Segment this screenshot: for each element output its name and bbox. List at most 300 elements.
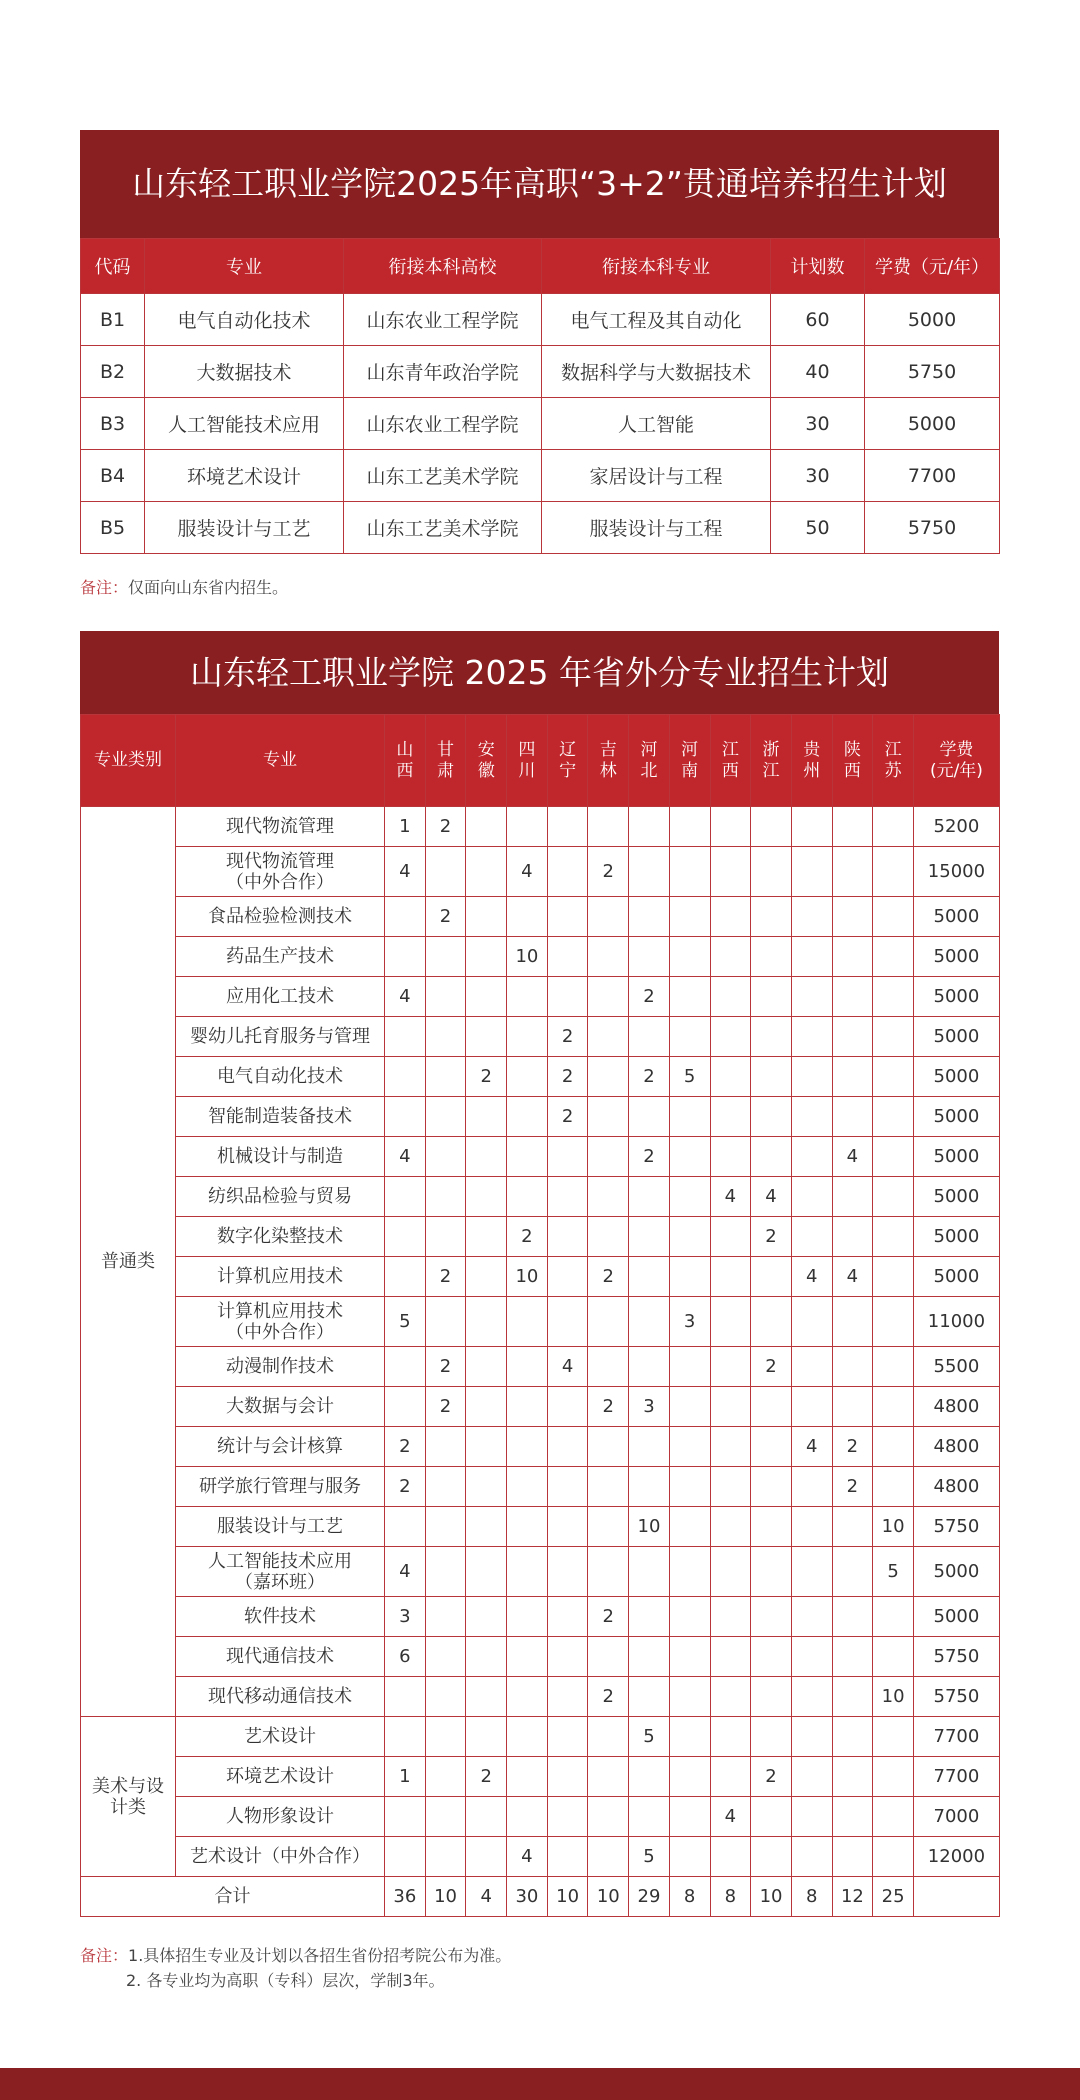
count-cell: [629, 1797, 670, 1837]
code-cell: B4: [81, 450, 145, 502]
fee-cell: 5000: [865, 294, 1000, 346]
count-cell: [547, 1137, 588, 1177]
count-cell: 2: [832, 1427, 873, 1467]
count-cell: 2: [425, 1347, 466, 1387]
count-cell: [629, 1257, 670, 1297]
table-row: [81, 1597, 1000, 1637]
count-cell: [385, 1717, 426, 1757]
count-cell: [425, 1297, 466, 1347]
count-cell: [507, 1757, 548, 1797]
count-cell: [832, 1717, 873, 1757]
count-cell: [710, 1297, 751, 1347]
count-cell: [832, 1677, 873, 1717]
count-cell: 4: [547, 1347, 588, 1387]
count-cell: 2: [629, 1137, 670, 1177]
plan-3plus2-table: [80, 238, 1000, 554]
count-cell: 2: [466, 1757, 507, 1797]
count-cell: [385, 937, 426, 977]
count-cell: [669, 1547, 710, 1597]
count-cell: [832, 1797, 873, 1837]
fee-cell: 15000: [913, 847, 999, 897]
total-cell: 25: [873, 1877, 914, 1917]
count-cell: [710, 937, 751, 977]
count-cell: [425, 1757, 466, 1797]
header-province: 山 西: [385, 715, 426, 807]
count-cell: [507, 897, 548, 937]
plan-3plus2-title: 山东轻工职业学院2025年高职“3+2”贯通培养招生计划: [80, 130, 999, 238]
count-cell: [873, 1427, 914, 1467]
count-cell: 2: [547, 1017, 588, 1057]
header-province: 江 西: [710, 715, 751, 807]
count-cell: [629, 1757, 670, 1797]
count-cell: [873, 1057, 914, 1097]
count-cell: [832, 1387, 873, 1427]
count-cell: [873, 1297, 914, 1347]
count-cell: [751, 1637, 792, 1677]
major-cell: 机械设计与制造: [176, 1137, 385, 1177]
count-cell: [832, 1597, 873, 1637]
count-cell: [751, 1597, 792, 1637]
count-cell: 4: [385, 1547, 426, 1597]
count-cell: [466, 1677, 507, 1717]
fee-cell: 4800: [913, 1467, 999, 1507]
count-cell: [385, 1097, 426, 1137]
count-cell: 2: [425, 1387, 466, 1427]
major-cell: 电气自动化技术: [176, 1057, 385, 1097]
count-cell: [385, 1177, 426, 1217]
table-row: [81, 1057, 1000, 1097]
count-cell: [466, 847, 507, 897]
count-cell: [710, 1547, 751, 1597]
major-cell: 统计与会计核算: [176, 1427, 385, 1467]
table-row: [81, 1467, 1000, 1507]
count-cell: [588, 1017, 629, 1057]
count-cell: [588, 1057, 629, 1097]
count-cell: [547, 1597, 588, 1637]
count-cell: [385, 1387, 426, 1427]
count-cell: [629, 1637, 670, 1677]
count-cell: [873, 1137, 914, 1177]
header-major: 专业: [176, 715, 385, 807]
count-cell: [466, 1837, 507, 1877]
count-cell: [832, 1057, 873, 1097]
count-cell: [832, 807, 873, 847]
header-major: 专业: [145, 239, 344, 294]
count-cell: [791, 977, 832, 1017]
count-cell: [710, 1507, 751, 1547]
major-cell: 艺术设计（中外合作）: [176, 1837, 385, 1877]
undergrad-major-cell: 数据科学与大数据技术: [542, 346, 771, 398]
count-cell: [547, 977, 588, 1017]
count-cell: [547, 1677, 588, 1717]
count-cell: [710, 1137, 751, 1177]
fee-cell: 5500: [913, 1347, 999, 1387]
header-province: 安 徽: [466, 715, 507, 807]
plan-count-cell: 30: [771, 398, 865, 450]
count-cell: [385, 1017, 426, 1057]
count-cell: [507, 1797, 548, 1837]
major-cell: 计算机应用技术: [176, 1257, 385, 1297]
table-row: [81, 1547, 1000, 1597]
count-cell: [629, 847, 670, 897]
count-cell: [425, 1427, 466, 1467]
count-cell: [669, 807, 710, 847]
table-row: [81, 1137, 1000, 1177]
major-cell: 软件技术: [176, 1597, 385, 1637]
table-row: [81, 1297, 1000, 1347]
count-cell: [507, 1057, 548, 1097]
total-cell: 8: [791, 1877, 832, 1917]
fee-cell: 5000: [913, 977, 999, 1017]
count-cell: [507, 1297, 548, 1347]
code-cell: B3: [81, 398, 145, 450]
table-row: [81, 977, 1000, 1017]
header-province: 浙 江: [751, 715, 792, 807]
count-cell: [791, 1797, 832, 1837]
count-cell: [466, 1717, 507, 1757]
note-label: 备注：: [80, 1946, 129, 1965]
count-cell: [507, 1017, 548, 1057]
count-cell: [873, 1347, 914, 1387]
university-cell: 山东工艺美术学院: [344, 502, 542, 554]
count-cell: [425, 1137, 466, 1177]
category-cell: 普通类: [81, 807, 176, 1717]
count-cell: [588, 897, 629, 937]
fee-cell: 5000: [913, 1137, 999, 1177]
count-cell: [547, 1217, 588, 1257]
table-row: [81, 502, 1000, 554]
count-cell: [873, 897, 914, 937]
fee-cell: 5750: [913, 1637, 999, 1677]
major-cell: 服装设计与工艺: [176, 1507, 385, 1547]
total-fee-cell: [913, 1877, 999, 1917]
count-cell: [710, 1757, 751, 1797]
count-cell: [588, 1177, 629, 1217]
fee-cell: 5000: [913, 1017, 999, 1057]
count-cell: [507, 1637, 548, 1677]
count-cell: [588, 1507, 629, 1547]
count-cell: [751, 1097, 792, 1137]
count-cell: [425, 1507, 466, 1547]
count-cell: [751, 807, 792, 847]
out-of-province-title: 山东轻工职业学院 2025 年省外分专业招生计划: [80, 631, 999, 714]
count-cell: [425, 1217, 466, 1257]
count-cell: [669, 1597, 710, 1637]
major-cell: 纺织品检验与贸易: [176, 1177, 385, 1217]
count-cell: [425, 1547, 466, 1597]
count-cell: [669, 1217, 710, 1257]
major-cell: 现代物流管理: [176, 807, 385, 847]
count-cell: [710, 1217, 751, 1257]
out-of-province-note: [80, 1943, 511, 1993]
fee-cell: 5750: [865, 502, 1000, 554]
count-cell: [507, 1387, 548, 1427]
count-cell: [507, 1467, 548, 1507]
count-cell: [466, 977, 507, 1017]
count-cell: [669, 1427, 710, 1467]
header-plan-count: 计划数: [771, 239, 865, 294]
count-cell: [751, 1797, 792, 1837]
count-cell: 2: [547, 1097, 588, 1137]
major-cell: 大数据技术: [145, 346, 344, 398]
count-cell: [466, 1347, 507, 1387]
count-cell: [791, 1467, 832, 1507]
count-cell: [791, 1507, 832, 1547]
category-line-1: 美术与设 计类: [92, 1775, 164, 1818]
count-cell: [669, 1757, 710, 1797]
count-cell: 4: [710, 1177, 751, 1217]
count-cell: [629, 897, 670, 937]
count-cell: [832, 897, 873, 937]
total-cell: 10: [751, 1877, 792, 1917]
fee-cell: 5000: [913, 1257, 999, 1297]
count-cell: [588, 1717, 629, 1757]
count-cell: [832, 1217, 873, 1257]
count-cell: [507, 1597, 548, 1637]
plan-count-cell: 30: [771, 450, 865, 502]
undergrad-major-cell: 服装设计与工程: [542, 502, 771, 554]
total-cell: 8: [710, 1877, 751, 1917]
category-cell: [81, 1717, 176, 1877]
count-cell: [547, 1507, 588, 1547]
count-cell: [507, 1547, 548, 1597]
table-row: [81, 1017, 1000, 1057]
count-cell: [466, 1597, 507, 1637]
count-cell: [466, 937, 507, 977]
header-province: 江 苏: [873, 715, 914, 807]
total-cell: 4: [466, 1877, 507, 1917]
count-cell: 5: [385, 1297, 426, 1347]
count-cell: [466, 1257, 507, 1297]
count-cell: [425, 1097, 466, 1137]
count-cell: [425, 1017, 466, 1057]
count-cell: [710, 1387, 751, 1427]
count-cell: [832, 847, 873, 897]
count-cell: [873, 807, 914, 847]
count-cell: [466, 1017, 507, 1057]
count-cell: [385, 1257, 426, 1297]
plan-count-cell: 60: [771, 294, 865, 346]
header-province: 辽 宁: [547, 715, 588, 807]
count-cell: [507, 1177, 548, 1217]
major-cell: 现代通信技术: [176, 1637, 385, 1677]
total-cell: 29: [629, 1877, 670, 1917]
count-cell: [710, 1057, 751, 1097]
count-cell: [547, 1757, 588, 1797]
count-cell: [751, 1427, 792, 1467]
count-cell: [751, 1677, 792, 1717]
count-cell: [751, 897, 792, 937]
count-cell: [832, 1757, 873, 1797]
count-cell: [629, 1597, 670, 1637]
major-cell: 研学旅行管理与服务: [176, 1467, 385, 1507]
fee-cell: 11000: [913, 1297, 999, 1347]
total-cell: 10: [547, 1877, 588, 1917]
count-cell: [507, 1507, 548, 1547]
total-row: [81, 1877, 1000, 1917]
major-cell: 艺术设计: [176, 1717, 385, 1757]
count-cell: [669, 1507, 710, 1547]
count-cell: 3: [669, 1297, 710, 1347]
fee-cell: 7700: [913, 1717, 999, 1757]
count-cell: [385, 1837, 426, 1877]
count-cell: 10: [507, 1257, 548, 1297]
fee-cell: 5000: [913, 1217, 999, 1257]
table-row: [81, 1387, 1000, 1427]
count-cell: [629, 1297, 670, 1347]
count-cell: 4: [385, 847, 426, 897]
count-cell: [425, 1467, 466, 1507]
fee-cell: 5000: [913, 1597, 999, 1637]
count-cell: [751, 1507, 792, 1547]
count-cell: 2: [588, 1597, 629, 1637]
count-cell: [791, 897, 832, 937]
count-cell: [385, 1797, 426, 1837]
total-cell: 36: [385, 1877, 426, 1917]
count-cell: [873, 1017, 914, 1057]
count-cell: 2: [425, 1257, 466, 1297]
header-province: 河 北: [629, 715, 670, 807]
count-cell: [466, 897, 507, 937]
major-cell: 服装设计与工艺: [145, 502, 344, 554]
count-cell: [466, 1637, 507, 1677]
total-cell: 8: [669, 1877, 710, 1917]
count-cell: [547, 807, 588, 847]
fee-cell: 4800: [913, 1387, 999, 1427]
fee-cell: 5750: [865, 346, 1000, 398]
count-cell: [588, 1097, 629, 1137]
count-cell: [507, 1347, 548, 1387]
count-cell: [466, 1507, 507, 1547]
count-cell: [751, 1297, 792, 1347]
code-cell: B5: [81, 502, 145, 554]
count-cell: [466, 1137, 507, 1177]
major-cell: 婴幼儿托育服务与管理: [176, 1017, 385, 1057]
fee-cell: 7000: [913, 1797, 999, 1837]
count-cell: 10: [507, 937, 548, 977]
count-cell: [425, 1177, 466, 1217]
table-row: [81, 807, 1000, 847]
fee-cell: 5000: [865, 398, 1000, 450]
count-cell: [791, 1717, 832, 1757]
count-cell: [791, 1297, 832, 1347]
table-header-row: [81, 715, 1000, 807]
count-cell: [791, 1547, 832, 1597]
count-cell: [791, 1177, 832, 1217]
header-university: 衔接本科高校: [344, 239, 542, 294]
count-cell: [547, 1257, 588, 1297]
count-cell: [588, 1757, 629, 1797]
count-cell: [507, 807, 548, 847]
count-cell: [832, 977, 873, 1017]
count-cell: [466, 1797, 507, 1837]
header-fee-line-2: (元/年): [929, 760, 983, 781]
count-cell: [547, 1177, 588, 1217]
count-cell: 4: [710, 1797, 751, 1837]
count-cell: [791, 1347, 832, 1387]
total-cell: 10: [588, 1877, 629, 1917]
count-cell: [710, 1017, 751, 1057]
table-row: [81, 1347, 1000, 1387]
count-cell: [873, 937, 914, 977]
total-cell: 10: [425, 1877, 466, 1917]
count-cell: [791, 1017, 832, 1057]
count-cell: [710, 1837, 751, 1877]
count-cell: [832, 1507, 873, 1547]
major-cell: 动漫制作技术: [176, 1347, 385, 1387]
count-cell: 3: [385, 1597, 426, 1637]
table-row: [81, 1507, 1000, 1547]
count-cell: [507, 1137, 548, 1177]
count-cell: 1: [385, 807, 426, 847]
count-cell: [873, 1257, 914, 1297]
count-cell: [710, 1637, 751, 1677]
major-cell: 智能制造装备技术: [176, 1097, 385, 1137]
count-cell: [873, 1217, 914, 1257]
count-cell: [669, 977, 710, 1017]
footer-bar: [0, 2068, 1080, 2100]
major-cell: 环境艺术设计: [145, 450, 344, 502]
count-cell: [669, 1837, 710, 1877]
university-cell: 山东工艺美术学院: [344, 450, 542, 502]
table-row: [81, 1097, 1000, 1137]
count-cell: 2: [385, 1427, 426, 1467]
count-cell: [791, 1677, 832, 1717]
count-cell: [425, 1797, 466, 1837]
count-cell: [710, 807, 751, 847]
count-cell: 2: [507, 1217, 548, 1257]
major-cell: 计算机应用技术 （中外合作）: [176, 1297, 385, 1347]
count-cell: [751, 937, 792, 977]
count-cell: [629, 807, 670, 847]
count-cell: [832, 1347, 873, 1387]
count-cell: [710, 1097, 751, 1137]
count-cell: [791, 1057, 832, 1097]
major-cell: 人物形象设计: [176, 1797, 385, 1837]
header-fee-line-1: 学费: [939, 739, 974, 760]
count-cell: [873, 1177, 914, 1217]
count-cell: 2: [629, 1057, 670, 1097]
count-cell: [466, 1427, 507, 1467]
fee-cell: 5750: [913, 1677, 999, 1717]
fee-cell: 5000: [913, 1547, 999, 1597]
count-cell: [873, 977, 914, 1017]
major-cell: 数字化染整技术: [176, 1217, 385, 1257]
count-cell: [588, 1297, 629, 1347]
count-cell: [791, 1597, 832, 1637]
count-cell: [507, 1427, 548, 1467]
header-fee: [913, 715, 999, 807]
count-cell: [832, 1017, 873, 1057]
count-cell: [547, 1547, 588, 1597]
table-header-row: [81, 239, 1000, 294]
count-cell: [629, 1677, 670, 1717]
count-cell: [466, 1297, 507, 1347]
count-cell: [507, 1717, 548, 1757]
count-cell: 4: [507, 847, 548, 897]
count-cell: [547, 937, 588, 977]
count-cell: [791, 807, 832, 847]
table-row: [81, 1637, 1000, 1677]
count-cell: 5: [629, 1837, 670, 1877]
count-cell: [791, 1837, 832, 1877]
count-cell: [751, 1257, 792, 1297]
major-cell: 应用化工技术: [176, 977, 385, 1017]
fee-cell: 5000: [913, 897, 999, 937]
table-row: [81, 346, 1000, 398]
count-cell: [751, 1547, 792, 1597]
count-cell: 2: [751, 1217, 792, 1257]
